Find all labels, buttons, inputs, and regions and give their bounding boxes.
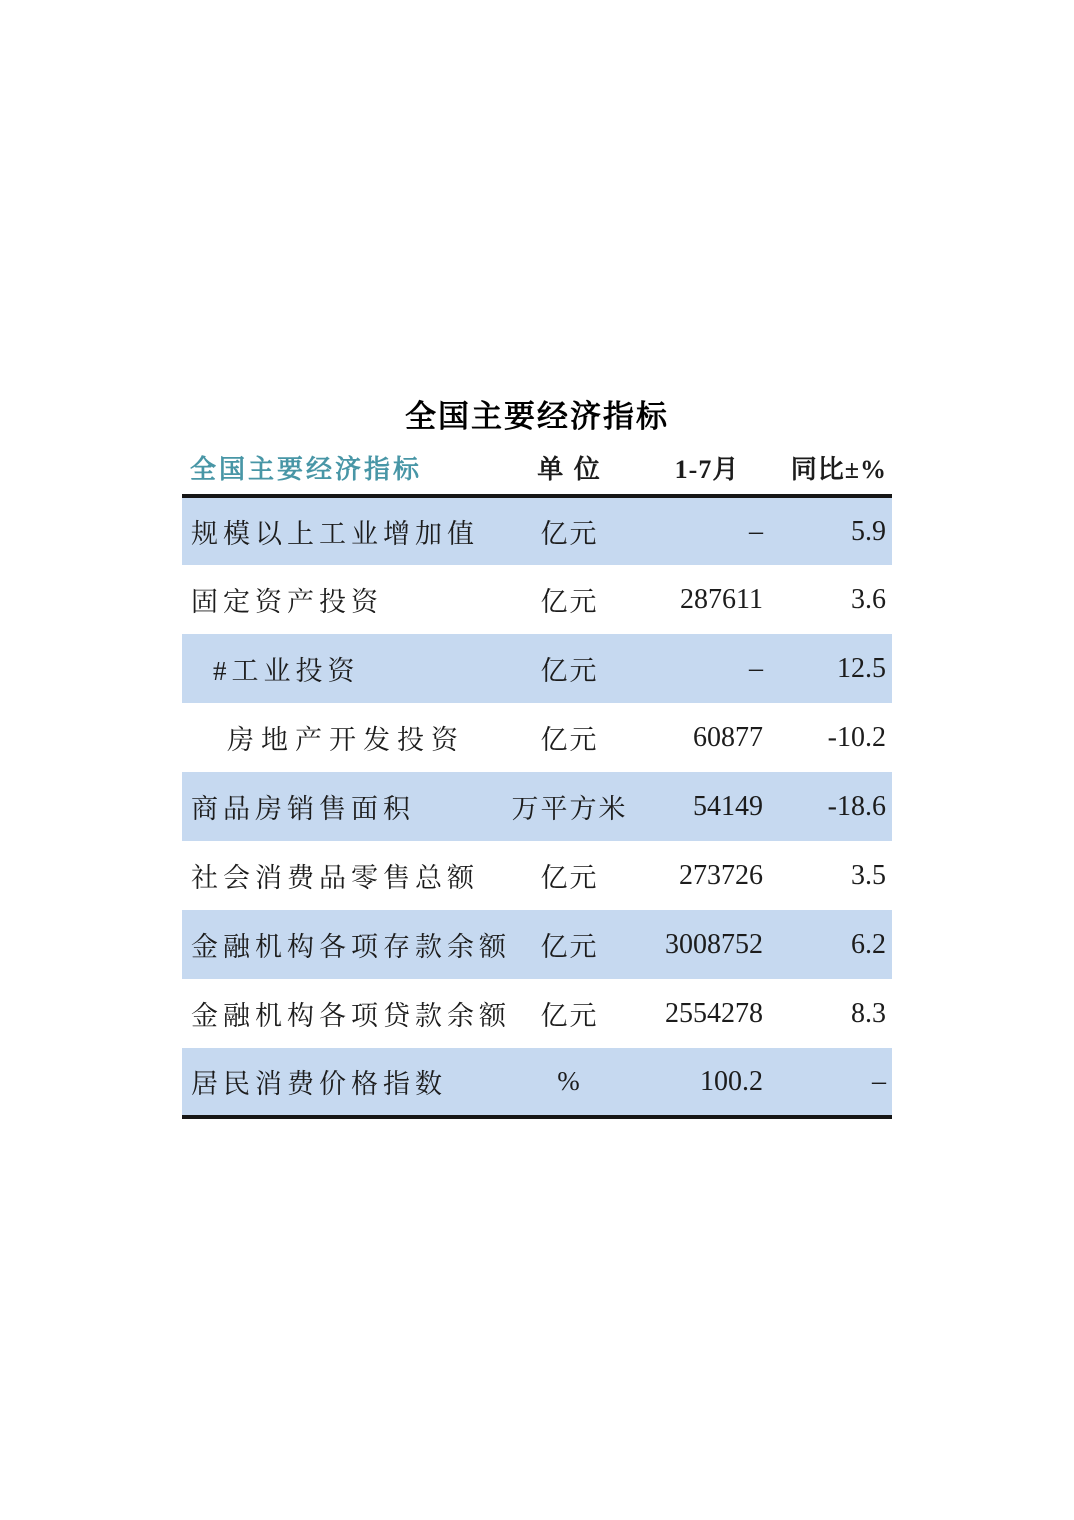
header-row [182,440,892,496]
table-row [182,703,892,772]
indicator-cell: 金融机构各项贷款余额 [191,1001,511,1031]
column-header-indicator: 全国主要经济指标 [182,440,502,496]
unit-cell: 亿元 [540,725,599,755]
column-header-unit: 单 位 [502,440,637,496]
table-row [182,772,892,841]
indicator-cell: 规模以上工业增加值 [191,519,479,549]
value-cell: 60877 [693,721,763,753]
indicator-cell: 金融机构各项存款余额 [191,932,511,962]
table-row [182,565,892,634]
page-title: 全国主要经济指标 [405,399,669,434]
column-header-period: 1-7月 [637,440,777,496]
value-cell: – [749,515,763,547]
table-row [182,634,892,703]
yoy-cell: -18.6 [827,790,886,822]
table-body [182,496,892,1117]
indicator-cell: 房地产开发投资 [227,725,465,755]
column-header-yoy: 同比±% [777,440,892,496]
indicators-table [182,440,892,1119]
unit-cell: 亿元 [540,656,599,686]
table-row [182,1048,892,1117]
yoy-cell: 6.2 [851,928,886,960]
table-row [182,841,892,910]
unit-cell: 万平方米 [511,794,628,824]
indicator-cell: 社会消费品零售总额 [191,863,479,893]
indicator-cell: 固定资产投资 [191,587,383,617]
value-cell: 54149 [693,790,763,822]
unit-cell: 亿元 [540,1001,599,1031]
yoy-cell: 3.6 [851,583,886,615]
indicator-cell: #工业投资 [213,656,360,686]
unit-cell: 亿元 [540,863,599,893]
yoy-cell: -10.2 [827,721,886,753]
yoy-cell: – [872,1065,886,1097]
unit-cell: 亿元 [540,587,599,617]
yoy-cell: 3.5 [851,859,886,891]
value-cell: 100.2 [700,1065,763,1097]
value-cell: 287611 [680,583,763,615]
table-header [182,440,892,496]
indicators-document [182,396,892,1119]
table-row [182,496,892,565]
table-row [182,910,892,979]
unit-cell: 亿元 [540,932,599,962]
value-cell: 273726 [679,859,763,891]
yoy-cell: 12.5 [837,652,886,684]
unit-cell: % [557,1066,582,1096]
table-row [182,979,892,1048]
unit-cell: 亿元 [540,519,599,549]
value-cell: 2554278 [665,997,763,1029]
value-cell: 3008752 [665,928,763,960]
yoy-cell: 5.9 [851,515,886,547]
indicator-cell: 商品房销售面积 [191,794,415,824]
indicator-cell: 居民消费价格指数 [191,1069,447,1099]
value-cell: – [749,652,763,684]
yoy-cell: 8.3 [851,997,886,1029]
